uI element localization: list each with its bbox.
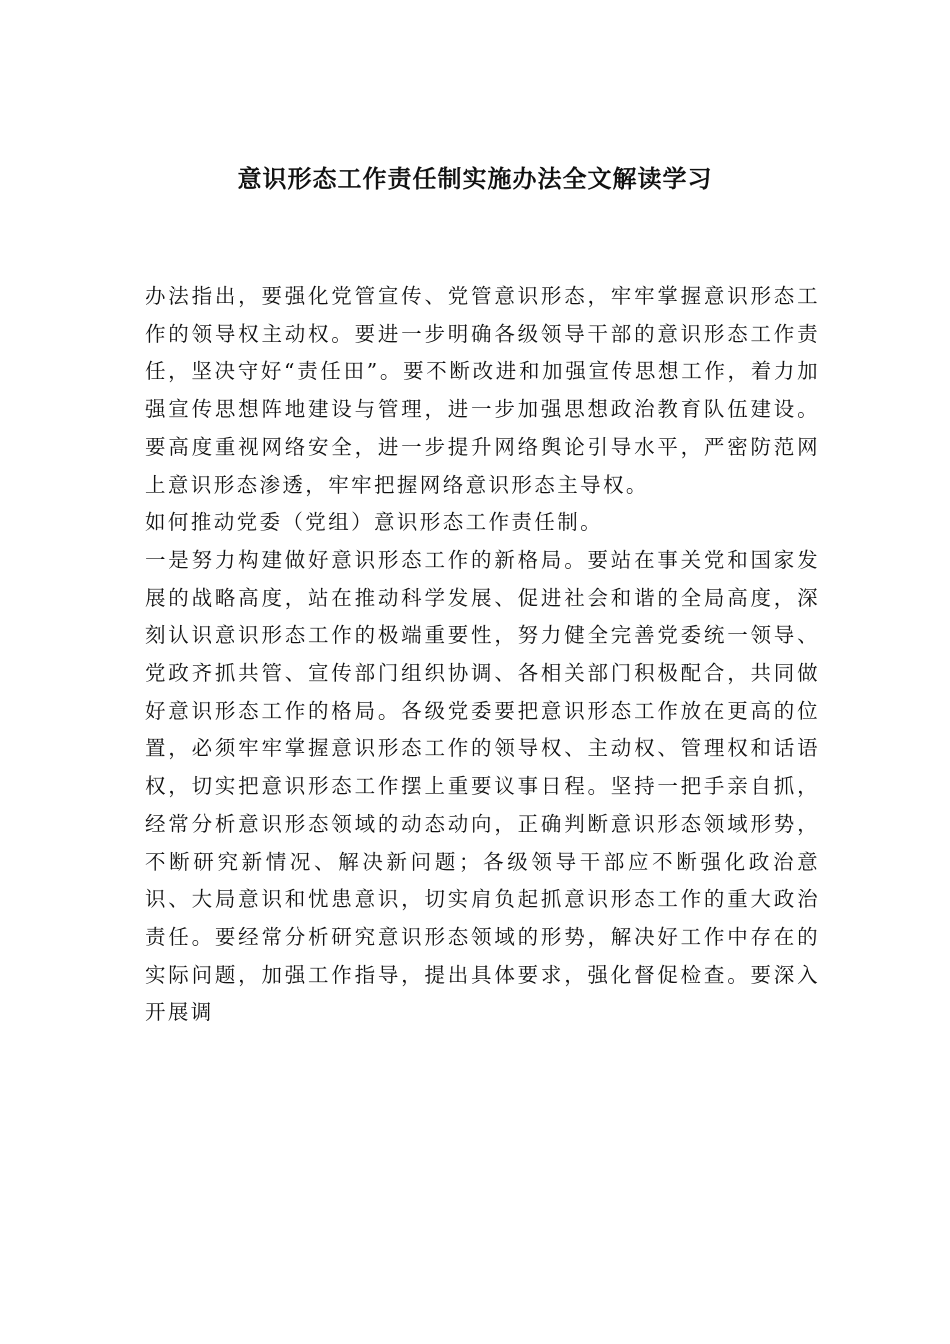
document-title: 意识形态工作责任制实施办法全文解读学习 (237, 165, 713, 193)
paragraph-intro: 办法指出，要强化党管宣传、党管意识形态，牢牢掌握意识形态工作的领导权主动权。要进一步明确各级领导干部的意识形态工作责任，坚决守好“责任田”。要不断改进和加强宣传思想工作，着力加强宣传思想阵地建设与管理，进一步加强思想政治教育队伍建设。要高度重视网络安全，进一步提升网络舆论引导水平，严密防范网上意识形态渗透，牢牢把握网络意识形态主导权。 (145, 284, 820, 497)
paragraph-question: 如何推动党委（党组）意识形态工作责任制。 (145, 510, 603, 535)
paragraph-point-one: 一是努力构建做好意识形态工作的新格局。要站在事关党和国家发展的战略高度，站在推动科学发展、促进社会和谐的全局高度，深刻认识意识形态工作的极端重要性，努力健全完善党委统一领导、党政齐抓共管、宣传部门组织协调、各相关部门积极配合，共同做好意识形态工作的格局。各级党委要把意识形态工作放在更高的位置，必须牢牢掌握意识形态工作的领导权、主动权、管理权和话语权，切实把意识形态工作摆上重要议事日程。坚持一把手亲自抓，经常分析意识形态领域的动态动向，正确判断意识形态领域形势，不断研究新情况、解决新问题；各级领导干部应不断强化政治意识、大局意识和忧患意识，切实肩负起抓意识形态工作的重大政治责任。要经常分析研究意识形态领域的形势，解决好工作中存在的实际问题，加强工作指导，提出具体要求，强化督促检查。要深入开展调 (145, 547, 820, 1025)
document-body (145, 278, 820, 1032)
